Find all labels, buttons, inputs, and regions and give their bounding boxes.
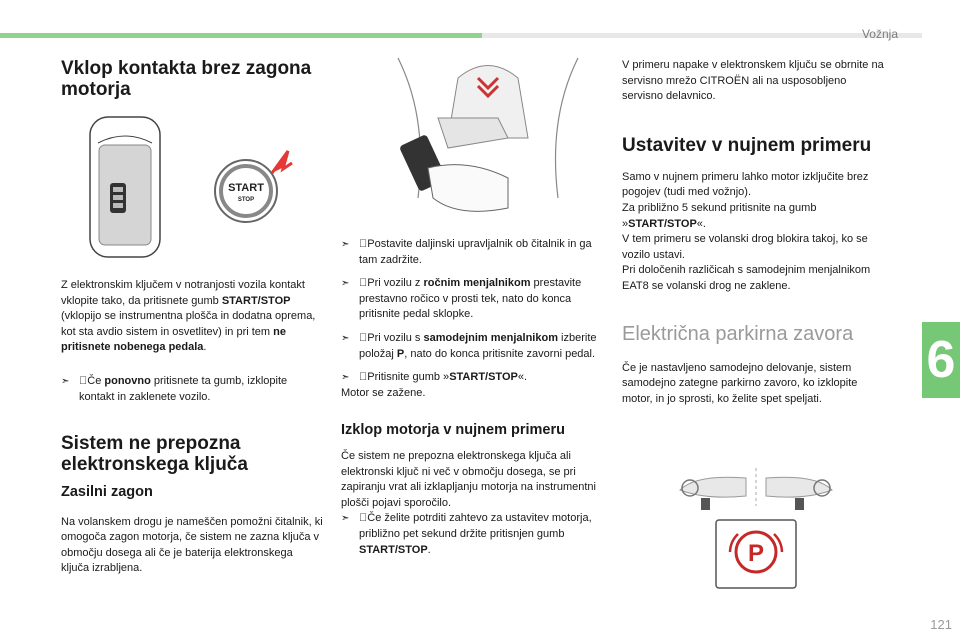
column-1	[61, 58, 323, 100]
paragraph-2	[622, 201, 886, 232]
bullet-icon: ➣	[341, 372, 350, 384]
car-key-illustration	[86, 113, 164, 261]
bullet-icon: ➣	[61, 375, 70, 387]
text: Postavite daljinski upravljalnik ob čitalnik in ga tam zadržite.	[359, 238, 592, 266]
column-2	[341, 237, 599, 558]
text: Za približno 5 sekund pritisnite na gumb »	[622, 201, 817, 230]
col1-body	[61, 278, 321, 405]
text: Pri vozilu s	[367, 331, 424, 344]
steering-wheel-key-icon	[378, 58, 596, 230]
top-accent-bar-right	[482, 33, 922, 38]
bullet-icon: ➣	[341, 239, 350, 250]
text: «.	[517, 371, 528, 384]
subheading-emergency-start: Zasilni zagon	[61, 484, 153, 500]
text-bold: ročnim menjalnikom	[423, 277, 531, 290]
text-bold: P	[396, 347, 405, 360]
engine-starts-text: Motor se zažene.	[341, 386, 426, 399]
heading-key-not-detected: Sistem ne prepozna elektronskega ključa	[61, 433, 248, 475]
text-bold: START/STOP	[628, 217, 697, 230]
start-stop-button-illustration	[210, 143, 300, 233]
text-bold: ponovno	[104, 374, 151, 387]
heading-emergency-stop: Izklop motorja v nujnem primeru	[341, 422, 565, 439]
text: Če želite potrditi zahtevo za ustavitev motorja, približno pet sekund držite pritisnjen gumb	[359, 512, 592, 540]
heading-keyless-ignition: Vklop kontakta brez zagona motorja	[61, 58, 312, 100]
text: .	[427, 543, 431, 556]
paragraph-key-fault: V primeru napake v elektronskem ključu se obrnite na servisno mrežo CITROËN ali na usposobljeno servisno delavnico.	[622, 59, 884, 103]
paragraph-4: Pri določenih različicah s samodejnim menjalnikom EAT8 se volanski drog ne zaklene.	[622, 264, 871, 292]
bullet-icon: ➣	[341, 513, 350, 525]
bullet-item	[61, 374, 321, 405]
heading-emergency-shutdown: Ustavitev v nujnem primeru	[622, 134, 872, 156]
text: izberite položaj	[359, 331, 597, 360]
paragraph-1: Samo v nujnem primeru lahko motor izključite brez pogojev (tudi med vožnjo).	[622, 170, 869, 199]
bullet-item	[341, 276, 599, 323]
paragraph-emergency-stop: Če sistem ne prepozna elektronskega ključa ali elektronski ključ ni več v območju dosega, se pri zapiranju vrat ali izklapljanju motorja na instrumentni plošči pojavi sporočilo.	[341, 449, 596, 509]
paragraph-keyless	[61, 278, 321, 356]
parking-brake-illustration	[676, 466, 836, 590]
col1-section2	[61, 433, 323, 577]
heading-parking-brake: Električna parkirna zavora	[622, 322, 854, 345]
bullet-item	[341, 237, 599, 268]
bullet-item	[341, 370, 599, 386]
text-bold: START/STOP	[449, 371, 518, 384]
text: pritisnete ta gumb, izklopite kontakt in zaklenete vozilo.	[79, 374, 288, 403]
text: Če	[87, 374, 105, 387]
paragraph-emergency-start: Na volanskem drogu je nameščen pomožni čitalnik, ki omogoča zagon motorja, če sistem ne zazna ključa v območju dosega ali če je baterija elektronskega ključa izrabljena.	[61, 515, 323, 575]
bullet-icon: ➣	[341, 332, 350, 344]
bullet-item	[341, 511, 599, 558]
stop-label: STOP	[237, 197, 255, 203]
text: , nato do konca pritisnite zavorni pedal.	[404, 347, 596, 360]
text: (vklopijo se instrumentna plošča in dodatna oprema, kot sta avdio sistem in osvetlitev) in pri tem	[61, 310, 316, 338]
parking-brake-icon	[676, 466, 836, 590]
text-bold: ne pritisnete nobenega pedala	[61, 325, 286, 354]
start-label: START	[228, 182, 264, 194]
car-top-view-icon	[86, 113, 164, 261]
steering-column-illustration	[378, 58, 596, 230]
bullet-icon: ➣	[341, 278, 350, 290]
start-stop-button-icon	[210, 143, 300, 233]
text-bold: START/STOP	[359, 543, 428, 556]
text-bold: START/STOP	[221, 294, 291, 307]
text-bold: samodejnim menjalnikom	[423, 331, 558, 344]
text: prestavite prestavno ročico v prosti tek, nato do konca pritisnite pedal sklopke.	[359, 277, 582, 321]
column-3	[622, 58, 886, 407]
text: Z elektronskim ključem v notranjosti vozila kontakt vklopite tako, da pritisnete gumb	[61, 279, 305, 307]
top-accent-bar	[0, 33, 482, 38]
svg-text:P: P	[747, 540, 765, 567]
text: Pritisnite gumb »	[367, 371, 450, 384]
text: .	[203, 341, 207, 354]
text: Pri vozilu z	[367, 277, 424, 290]
paragraph-3: V tem primeru se volanski drog blokira takoj, ko se vozilo ustavi.	[622, 233, 868, 261]
chapter-tab: 6	[922, 322, 960, 398]
section-title: Vožnja	[861, 27, 898, 41]
bullet-item	[341, 331, 599, 362]
text: «.	[696, 217, 706, 230]
page-number: 121	[930, 617, 952, 632]
paragraph-parking-brake: Če je nastavljeno samodejno delovanje, sistem samodejno zategne parkirno zavoro, ko izklopite motor, in jo sprosti, ko želite spet speljati.	[622, 361, 858, 405]
